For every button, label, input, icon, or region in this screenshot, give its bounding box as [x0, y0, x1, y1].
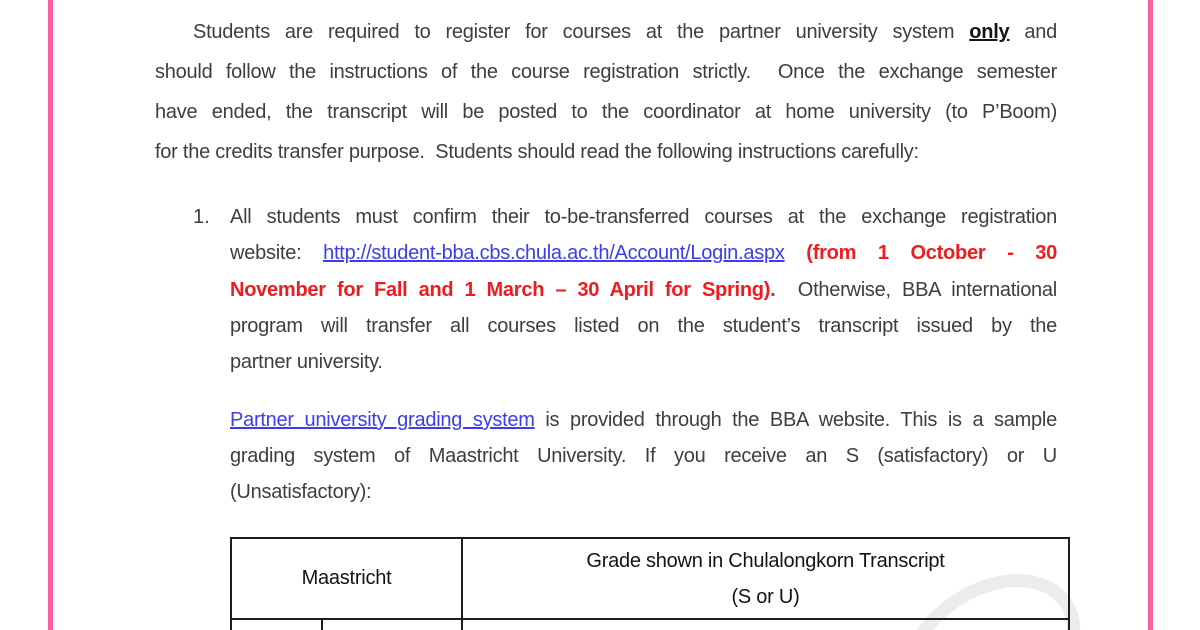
page-border-left-pink-line	[48, 0, 53, 630]
grading-table	[230, 537, 1070, 630]
text-segment: website:	[230, 242, 324, 265]
table-cell	[322, 619, 462, 630]
paragraph-line: All students must confirm their to-be-transferred courses at the exchange registration	[230, 206, 1057, 228]
table-cell	[231, 619, 322, 630]
maastricht-header-cell: Maastricht	[231, 538, 462, 619]
intro-paragraph	[155, 12, 1057, 172]
text-segment: is provided through the BBA website. This is a sample	[534, 409, 1057, 431]
grading-table-header-row	[231, 538, 1069, 619]
grading-system-paragraph	[230, 402, 1057, 510]
paragraph-line: program will transfer all courses listed on the student’s transcript issued by the	[230, 314, 1057, 337]
partner-grading-system-link[interactable]: Partner university grading system	[230, 409, 535, 431]
paragraph-line: (Unsatisfactory):	[230, 481, 372, 503]
registration-period-text: (from 1 October - 30	[784, 242, 1057, 265]
paragraph-line: grading system of Maastricht University. If you receive an S (satisfactory) or U	[230, 445, 1057, 467]
text-segment: and	[1009, 21, 1057, 43]
page-border-right-pink-line	[1148, 0, 1153, 630]
registration-period-text: November for Fall and 1 March – 30 April for Spring).	[230, 278, 776, 301]
paragraph-line: for the credits transfer purpose. Students should read the following instructions carefully:	[155, 141, 919, 163]
emphasized-only-text: only	[969, 21, 1010, 43]
paragraph-line	[230, 235, 1057, 271]
paragraph-line: have ended, the transcript will be posted to the coordinator at home university (to P’Boom)	[155, 101, 1057, 123]
text-segment: Students are required to register for courses at the partner university system	[193, 21, 970, 43]
paragraph-line: should follow the instructions of the course registration strictly. Once the exchange semester	[155, 61, 1057, 83]
paragraph-line: partner university.	[230, 351, 383, 374]
paragraph-line	[230, 402, 1057, 438]
list-item-number: 1.	[193, 206, 210, 228]
chula-grade-header-cell	[462, 538, 1069, 619]
grade-header-line-2: (S or U)	[731, 585, 800, 608]
text-segment: Otherwise, BBA international	[775, 278, 1057, 301]
list-item-1-text	[230, 199, 1057, 380]
paragraph-line	[155, 12, 1057, 52]
grade-header-line-1: Grade shown in Chulalongkorn Transcript	[586, 549, 945, 572]
table-cell	[462, 619, 1069, 630]
grading-table-partial-row	[231, 619, 1069, 630]
paragraph-line	[230, 272, 1057, 308]
registration-website-link[interactable]: http://student-bba.cbs.chula.ac.th/Account/Login.aspx	[323, 242, 785, 265]
